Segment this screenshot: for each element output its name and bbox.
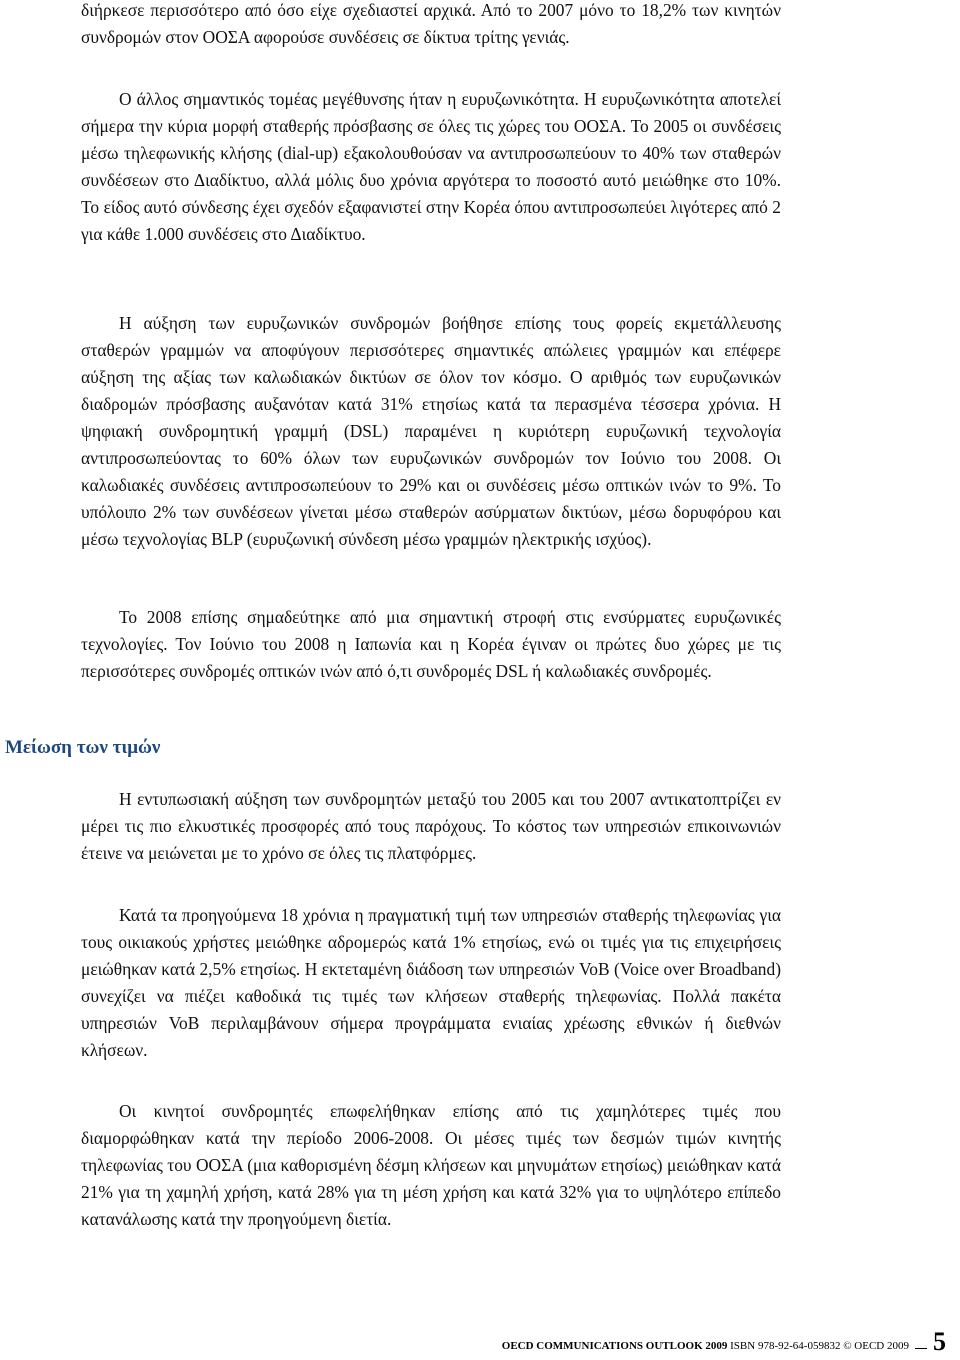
footer-title: OECD COMMUNICATIONS OUTLOOK 2009 — [501, 1340, 728, 1352]
paragraph-broadband-subscriptions: Η αύξηση των ευρυζωνικών συνδρομών βοήθησε επίσης τους φορείς εκμετάλλευσης σταθερών γραμμών να αποφύγουν περισσότερες σημαντικές απώλειες γραμμών και επέφερε αύξηση της αξίας των καλωδιακών δικτύων σε όλον τον κόσμο. Ο αριθμός των ευρυζωνικών διαδρομών πρόσβασης αυξανόταν κατά 31% ετησίως κατά τα περασμένα τέσσερα χρόνια. Η ψηφιακή συνδρομητική γραμμή (DSL) παραμένει η κυριότερη ευρυζωνική τεχνολογία αντιπροσωπεύοντας το 60% όλων των ευρυζωνικών συνδρομών τον Ιούνιο του 2008. Οι καλωδιακές συνδέσεις αντιπροσωπεύουν το 29% και οι συνδέσεις μέσω οπτικών ινών το 9%. Το υπόλοιπο 2% των συνδέσεων γίνεται μέσω σταθερών ασύρματων δικτύων, μέσω δορυφόρου και μέσω τεχνολογίας BLP (ευρυζωνική σύνδεση μέσω γραμμών ηλεκτρικής ισχύος). — [81, 313, 781, 549]
section-heading-price-reduction: Μείωση των τιμών — [5, 737, 161, 758]
paragraph-mobile-prices: Οι κινητοί συνδρομητές επωφελήθηκαν επίσης από τις χαμηλότερες τιμές που διαμορφώθηκαν κατά την περίοδο 2006-2008. Οι μέσες τιμές των δεσμών τιμών κινητής τηλεφωνίας του ΟΟΣΑ (μια καθορισμένη δέσμη κλήσεων και μηνυμάτων ετησίως) μειώθηκαν κατά 21% για τη χαμηλή χρήση, κατά 28% για τη μέση χρήση και κατά 32% για το υψηλότερο επίπεδο κατανάλωσης κατά την προηγούμενη διετία. — [81, 1101, 781, 1229]
paragraph-broadband-growth: Ο άλλος σημαντικός τομέας μεγέθυνσης ήταν η ευρυζωνικότητα. Η ευρυζωνικότητα αποτελεί σήμερα την κύρια μορφή σταθερής πρόσβασης σε όλες τις χώρες του ΟΟΣΑ. Το 2005 οι συνδέσεις μέσω τηλεφωνικής κλήσης (dial-up) εξακολουθούσαν να αντιπροσωπεύουν το 40% των σταθερών συνδέσεων στο Διαδίκτυο, αλλά μόλις δυο χρόνια αργότερα το ποσοστό αυτό μειώθηκε στο 10%. Το είδος αυτό σύνδεσης έχει σχεδόν εξαφανιστεί στην Κορέα όπου αντιπροσωπεύει λιγότερες από 2 για κάθε 1.000 συνδέσεις στο Διαδίκτυο. — [81, 89, 781, 244]
paragraph-continuation: διήρκεσε περισσότερο από όσο είχε σχεδιαστεί αρχικά. Από το 2007 μόνο το 18,2% των κινητών συνδρομών στον ΟΟΣΑ αφορούσε συνδέσεις σε δίκτυα τρίτης γενιάς. — [81, 0, 781, 47]
footer-publication — [502, 1339, 909, 1356]
footer-separator — [915, 1348, 927, 1349]
footer-isbn: ISBN 978-92-64-059832 © OECD 2009 — [727, 1340, 909, 1352]
paragraph-fixed-telephony-prices: Κατά τα προηγούμενα 18 χρόνια η πραγματική τιμή των υπηρεσιών σταθερής τηλεφωνίας για τους οικιακούς χρήστες μειώθηκε αδρομερώς κατά 1% ετησίως, ενώ οι τιμές για τις επιχειρήσεις μειώθηκαν κατά 2,5% ετησίως. Η εκτεταμένη διάδοση των υπηρεσιών VoB (Voice over Broadband) συνεχίζει να πιέζει καθοδικά τις τιμές των κλήσεων σταθερής τηλεφωνίας. Πολλά πακέτα υπηρεσιών VoB περιλαμβάνουν σήμερα προγράμματα ενιαίας χρέωσης εθνικών ή διεθνών κλήσεων. — [81, 905, 781, 1060]
page-footer — [502, 1326, 946, 1356]
paragraph-fiber-shift: Το 2008 επίσης σημαδεύτηκε από μια σημαντική στροφή στις ενσύρματες ευρυζωνικές τεχνολογίες. Τον Ιούνιο του 2008 η Ιαπωνία και η Κορέα έγιναν οι πρώτες δυο χώρες με τις περισσότερες συνδρομές οπτικών ινών από ό,τι συνδρομές DSL ή καλωδιακές συνδρομές. — [81, 607, 781, 681]
paragraph-subscriber-growth: Η εντυπωσιακή αύξηση των συνδρομητών μεταξύ του 2005 και του 2007 αντικατοπτρίζει εν μέρει τις πιο ελκυστικές προσφορές από τους παρόχους. Το κόστος των υπηρεσιών επικοινωνιών έτεινε να μειώνεται με το χρόνο σε όλες τις πλατφόρμες. — [81, 789, 781, 863]
page-number: 5 — [933, 1327, 946, 1356]
